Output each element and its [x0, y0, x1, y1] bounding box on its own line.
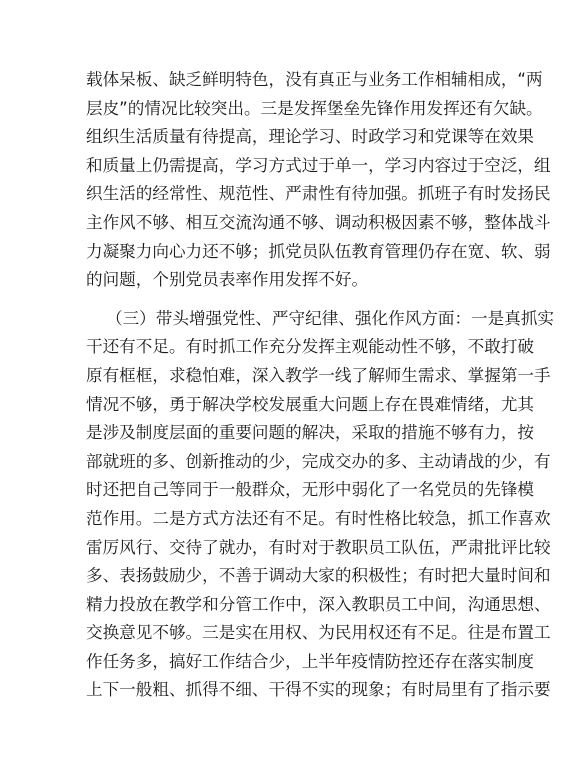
text-line: 时还把自己等同于一般群众，无形中弱化了一名党员的先锋模 — [86, 480, 535, 500]
text-line: 层皮”的情况比较突出。三是发挥堡垒先锋作用发挥还有欠缺。 — [86, 98, 543, 118]
text-line: 作任务多，搞好工作结合少，上半年疫情防控还存在落实制度 — [86, 651, 535, 671]
text-line: 力凝聚力向心力还不够；抓党员队伍教育管理仍存在宽、软、弱 — [86, 241, 551, 261]
text-line: 情况不够，勇于解决学校发展重大问题上存在畏难情绪，尤其 — [86, 394, 535, 414]
paragraph-gap — [86, 295, 506, 305]
text-line: 的问题，个别党员表率作用发挥不好。 — [86, 270, 369, 290]
text-line: 范作用。二是方式方法还有不足。有时性格比较急，抓工作喜欢 — [86, 508, 551, 528]
text-line: 载体呆板、缺乏鲜明特色，没有真正与业务工作相辅相成，“两 — [86, 70, 543, 89]
text-line: 部就班的多、创新推动的少，完成交办的多、主动请战的少，有 — [86, 451, 551, 471]
paragraph-2 — [86, 305, 555, 705]
paragraph-1 — [86, 66, 551, 295]
document-body — [86, 66, 555, 705]
text-line: 上下一般粗、抓得不细、干得不实的现象；有时局里有了指示要 — [86, 680, 551, 700]
text-line: 是涉及制度层面的重要问题的解决，采取的措施不够有力，按 — [86, 423, 535, 443]
text-line: 干还有不足。有时抓工作充分发挥主观能动性不够，不敢打破 — [86, 337, 535, 357]
text-line: （三）带头增强党性、严守纪律、强化作风方面：一是真抓实 — [106, 308, 555, 328]
text-line: 交换意见不够。三是实在用权、为民用权还有不足。往是布置工 — [86, 623, 551, 643]
text-line: 主作风不够、相互交流沟通不够、调动积极因素不够，整体战斗 — [86, 212, 551, 232]
text-line: 原有框框，求稳怕难，深入教学一线了解师生需求、掌握第一手 — [86, 365, 551, 385]
text-line: 雷厉风行、交待了就办，有时对于教职员工队伍，严肃批评比较 — [86, 537, 551, 557]
text-line: 和质量上仍需提高，学习方式过于单一，学习内容过于空泛，组 — [86, 155, 551, 175]
text-line: 织生活的经常性、规范性、严肃性有待加强。抓班子有时发扬民 — [86, 184, 551, 204]
text-line: 多、表扬鼓励少，不善于调动大家的积极性；有时把大量时间和 — [86, 566, 551, 586]
text-line: 组织生活质量有待提高，理论学习、时政学习和党课等在效果 — [86, 127, 535, 147]
text-line: 精力投放在教学和分管工作中，深入教职员工中间，沟通思想、 — [86, 594, 551, 614]
